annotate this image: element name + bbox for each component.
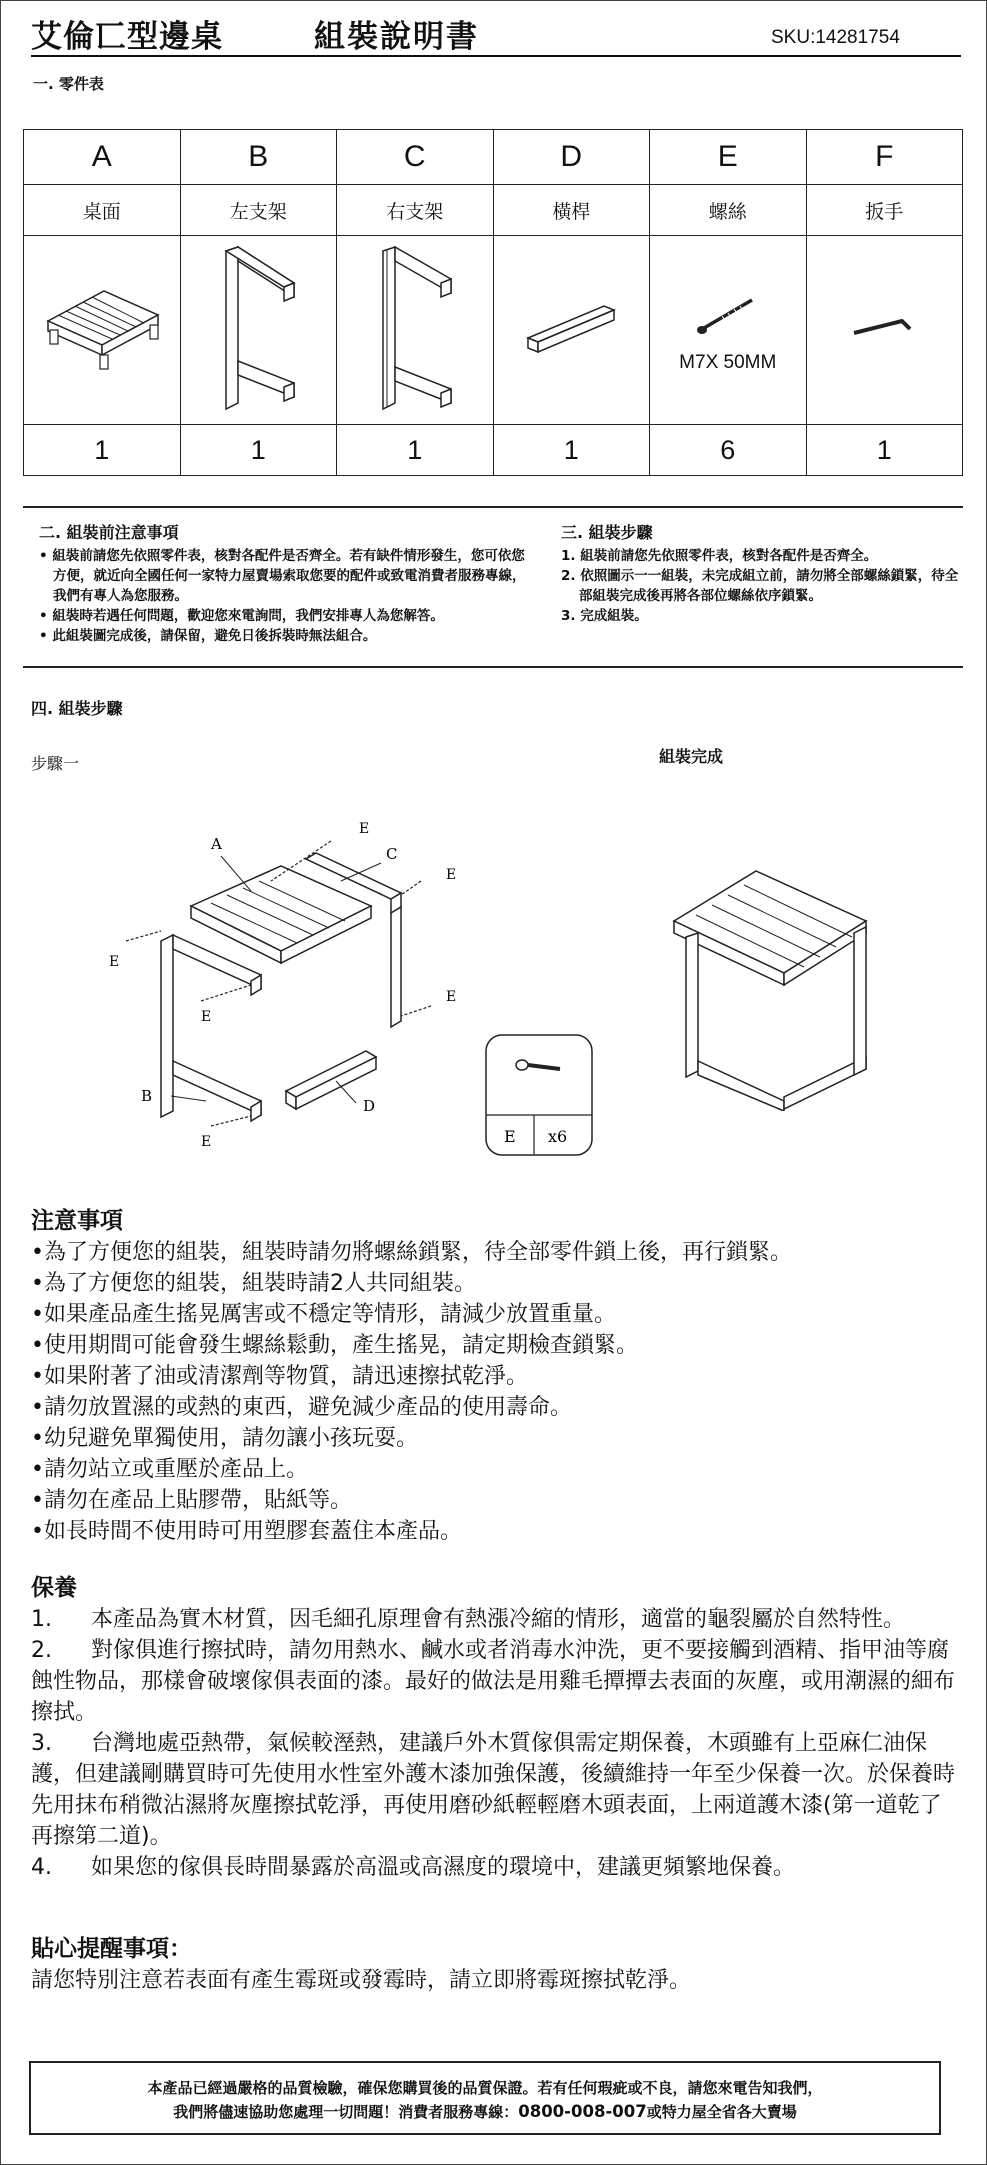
part-illustration: [337, 236, 494, 425]
footer-suffix: 或特力屋全省各大賣場: [646, 2103, 797, 2121]
part-illustration: [806, 236, 963, 425]
part-letter: E: [650, 130, 807, 185]
callout-d: D: [363, 1097, 376, 1115]
assembly-steps: [561, 523, 961, 626]
callout-a: A: [211, 835, 222, 853]
part-qty: 1: [806, 425, 963, 476]
callout-e: E: [109, 954, 120, 970]
maintenance-block: [31, 1573, 963, 1883]
tabletop-icon: [42, 283, 162, 373]
maintenance-item: [31, 1728, 963, 1852]
callout-b: B: [141, 1087, 153, 1105]
part-name: 螺絲: [650, 185, 807, 236]
caution-item: •請勿在產品上貼膠帶，貼紙等。: [31, 1488, 352, 1513]
item-text: 如果您的傢俱長時間暴露於高溫或高濕度的環境中，建議更頻繁地保養。: [91, 1855, 796, 1880]
notice-item: • 此組裝圖完成後，請保留，避免日後拆裝時無法組合。: [39, 628, 377, 644]
maintenance-title: 保養: [31, 1575, 77, 1601]
callout-e: E: [201, 1134, 212, 1150]
item-number: 2.: [31, 1638, 52, 1663]
parts-section-title: 一. 零件表: [33, 75, 104, 93]
part-name: 左支架: [180, 185, 337, 236]
cautions-block: [31, 1206, 963, 1547]
part-name: 桌面: [24, 185, 181, 236]
item-text: 本產品為實木材質，因毛細孔原理會有熱漲冷縮的情形，適當的龜裂屬於自然特性。: [91, 1607, 906, 1632]
hotline-number: 0800-008-007: [518, 2102, 647, 2121]
caution-item: •如長時間不使用時可用塑膠套蓋住本產品。: [31, 1519, 462, 1544]
item-number: 1.: [31, 1607, 52, 1632]
screw-legend: [484, 1033, 594, 1159]
part-illustration: [24, 236, 181, 425]
cautions-title: 注意事項: [31, 1208, 123, 1234]
caution-item: •為了方便您的組裝，組裝時請勿將螺絲鎖緊，待全部零件鎖上後，再行鎖緊。: [31, 1240, 792, 1265]
section-divider: [23, 666, 963, 668]
footer-line-2: [31, 2100, 939, 2124]
part-letter: F: [806, 130, 963, 185]
step-item: 2. 依照圖示一一組裝，未完成組立前，請勿將全部螺絲鎖緊，待全部組裝完成後再將各部位螺絲依序鎖緊。: [561, 568, 959, 604]
reminder-text: 請您特別注意若表面有產生霉斑或發霉時，請立即將霉斑擦拭乾淨。: [31, 1968, 692, 1993]
callout-e: E: [359, 821, 370, 837]
notice-title: 二. 組裝前注意事項: [39, 523, 179, 542]
part-name: 橫桿: [493, 185, 650, 236]
part-letter: C: [337, 130, 494, 185]
parts-table: [23, 129, 963, 476]
caution-item: •使用期間可能會發生螺絲鬆動，產生搖晃，請定期檢查鎖緊。: [31, 1333, 638, 1358]
hex-key-icon: [844, 303, 924, 353]
complete-label: 組裝完成: [659, 747, 724, 766]
item-number: 3.: [31, 1731, 52, 1756]
caution-item: •如果附著了油或清潔劑等物質，請迅速擦拭乾淨。: [31, 1364, 528, 1389]
screw-icon: [516, 1060, 528, 1070]
part-qty: 1: [180, 425, 337, 476]
pre-assembly-notice: [39, 523, 529, 646]
part-letter: D: [493, 130, 650, 185]
part-qty: 1: [337, 425, 494, 476]
footer-line-1: 本產品已經過嚴格的品質檢驗，確保您購買後的品質保證。若有任何瑕疵或不良，請您來電告知我們，: [147, 2079, 823, 2097]
callout-c: C: [386, 845, 398, 863]
steps-title: 三. 組裝步驟: [561, 523, 653, 542]
reminder-title: 貼心提醒事項：: [31, 1936, 192, 1962]
document-subtitle: 組裝說明書: [314, 19, 479, 55]
reminder-block: [31, 1934, 963, 1996]
caution-item: •請勿放置濕的或熱的東西，避免減少產品的使用壽命。: [31, 1395, 572, 1420]
item-number: 4.: [31, 1855, 52, 1880]
part-illustration: [493, 236, 650, 425]
part-letter: B: [180, 130, 337, 185]
sku-label: SKU:14281754: [771, 27, 900, 48]
item-text: 對傢俱進行擦拭時，請勿用熱水、鹹水或者消毒水沖洗，更不要接觸到酒精、指甲油等腐蝕性物品，那樣會破壞傢俱表面的漆。最好的做法是用雞毛撢撢去表面的灰塵，或用潮濕的細布擦拭。: [31, 1638, 956, 1725]
step-item: 3. 完成組裝。: [561, 608, 648, 624]
callout-e: E: [201, 1009, 212, 1025]
part-illustration: [180, 236, 337, 425]
part-qty: 1: [24, 425, 181, 476]
part-name: 右支架: [337, 185, 494, 236]
caution-item: •如果產品產生搖晃厲害或不穩定等情形，請減少放置重量。: [31, 1302, 616, 1327]
screw-spec: M7X 50MM: [679, 352, 777, 373]
legend-part: E: [504, 1127, 516, 1146]
part-name: 扳手: [806, 185, 963, 236]
callout-e: E: [446, 989, 457, 1005]
exploded-diagram: [101, 811, 481, 1161]
notice-item: • 組裝前請您先依照零件表，核對各配件是否齊全。若有缺件情形發生，您可依您方便，就近向全國任何一家特力屋賣場索取您要的配件或致電消費者服務專線，我們有專人為您服務。: [39, 548, 526, 604]
product-title: 艾倫匸型邊桌: [31, 19, 223, 55]
assembly-section-title: 四. 組裝步驟: [31, 699, 123, 718]
header-divider: [31, 55, 961, 57]
item-text: 台灣地處亞熱帶，氣候較溼熱，建議戶外木質傢俱需定期保養，木頭雖有上亞麻仁油保護，但建議剛購買時可先使用水性室外護木漆加強保護，後續維持一年至少保養一次。於保養時先用抹布稍微沾濕將灰塵擦拭乾淨，再使用磨砂紙輕輕磨木頭表面，上兩道護木漆(第一道乾了再擦第二道)。: [31, 1731, 956, 1849]
part-letter: A: [24, 130, 181, 185]
footer-prefix: 我們將儘速協助您處理一切問題！消費者服務專線：: [173, 2103, 519, 2121]
caution-item: •請勿站立或重壓於產品上。: [31, 1457, 308, 1482]
crossbar-icon: [516, 288, 626, 368]
caution-item: •為了方便您的組裝，組裝時請2人共同組裝。: [31, 1271, 476, 1296]
caution-item: •幼兒避免單獨使用，請勿讓小孩玩耍。: [31, 1426, 418, 1451]
part-qty: 6: [650, 425, 807, 476]
step-item: 1. 組裝前請您先依照零件表，核對各配件是否齊全。: [561, 548, 878, 564]
step-one-label: 步驟一: [31, 754, 80, 773]
part-illustration: [650, 236, 807, 425]
legend-count: x6: [548, 1127, 568, 1146]
maintenance-item: [31, 1604, 963, 1635]
left-frame-icon: [208, 243, 308, 413]
part-qty: 1: [493, 425, 650, 476]
completed-table-illustration: [666, 861, 876, 1111]
screw-icon: [688, 286, 768, 346]
callout-e: E: [446, 867, 457, 883]
notice-item: • 組裝時若遇任何問題，歡迎您來電詢問，我們安排專人為您解答。: [39, 608, 444, 624]
footer-box: [29, 2061, 941, 2135]
footer-text: [31, 2077, 939, 2124]
right-frame-icon: [365, 243, 465, 413]
maintenance-item: [31, 1635, 963, 1728]
maintenance-item: [31, 1852, 963, 1883]
section-divider: [23, 506, 963, 508]
